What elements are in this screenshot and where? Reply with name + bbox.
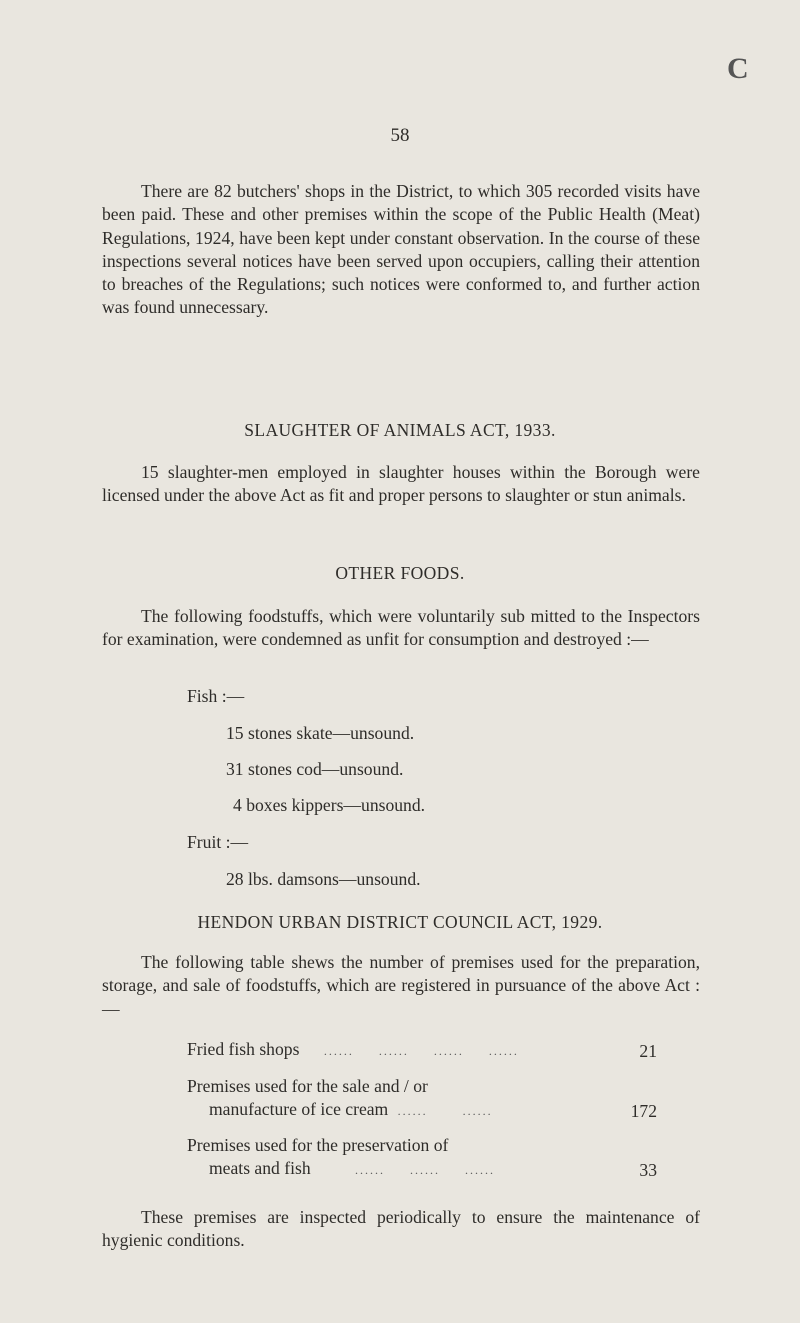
table-row: [187, 1075, 657, 1124]
heading-hendon-act: HENDON URBAN DISTRICT COUNCIL ACT, 1929.: [197, 912, 603, 932]
fish-item: 15 stones skate—unsound.: [226, 723, 415, 743]
paragraph-final: These premises are inspected periodically to ensure the maintenance of hygienic conditions.: [102, 1207, 700, 1251]
fish-item: 31 stones cod—unsound.: [226, 759, 404, 779]
fish-label: Fish :—: [187, 686, 245, 706]
paragraph-hendon: The following table shews the number of premises used for the preparation, storage, and sale of foodstuffs, which are registered in pursuance of the above Act :—: [102, 952, 700, 1019]
row-label: Premises used for the preservation of: [187, 1135, 449, 1155]
paragraph-butchers: There are 82 butchers' shops in the District, to which 305 recorded visits have been paid. These and other premises within the scope of the Public Health (Meat) Regulations, 1924, have been kept under constant observation. In the course of these inspections several notices have been served upon occupiers, calling their attention to breaches of the Regulations; such notices were conformed to, and further action was found unnecessary.: [102, 181, 700, 318]
row-label: Fried fish shops ...... ...... ...... ......: [187, 1039, 519, 1059]
leader-dots: ...... ...... ......: [315, 1163, 496, 1178]
corner-mark: C: [727, 52, 749, 85]
row-value: 21: [639, 1041, 657, 1061]
fish-item: 4 boxes kippers—unsound.: [233, 795, 426, 815]
row-value: 172: [630, 1101, 657, 1122]
paragraph-other-foods: The following foodstuffs, which were voluntarily sub mitted to the Inspectors for examination, were condemned as unfit for consumption and destroyed :—: [102, 606, 700, 650]
row-label-continued: manufacture of ice cream: [209, 1099, 389, 1120]
heading-slaughter-act: SLAUGHTER OF ANIMALS ACT, 1933.: [244, 420, 556, 440]
fruit-item: 28 lbs. damsons—unsound.: [226, 869, 421, 889]
leader-dots: ...... ......: [392, 1104, 493, 1119]
heading-other-foods: OTHER FOODS.: [335, 563, 465, 583]
page-number: 58: [390, 125, 410, 146]
table-row: [187, 1134, 657, 1183]
leader-dots: ...... ...... ...... ......: [303, 1044, 519, 1058]
table-row: [187, 1038, 657, 1063]
paragraph-slaughter: 15 slaughter-men employed in slaughter houses within the Borough were licensed under the above Act as fit and proper persons to slaughter or stun animals.: [102, 462, 700, 506]
fruit-label: Fruit :—: [187, 832, 249, 852]
row-label-continued: meats and fish: [209, 1158, 311, 1179]
row-label: Premises used for the sale and / or: [187, 1076, 428, 1096]
row-value: 33: [639, 1160, 657, 1181]
